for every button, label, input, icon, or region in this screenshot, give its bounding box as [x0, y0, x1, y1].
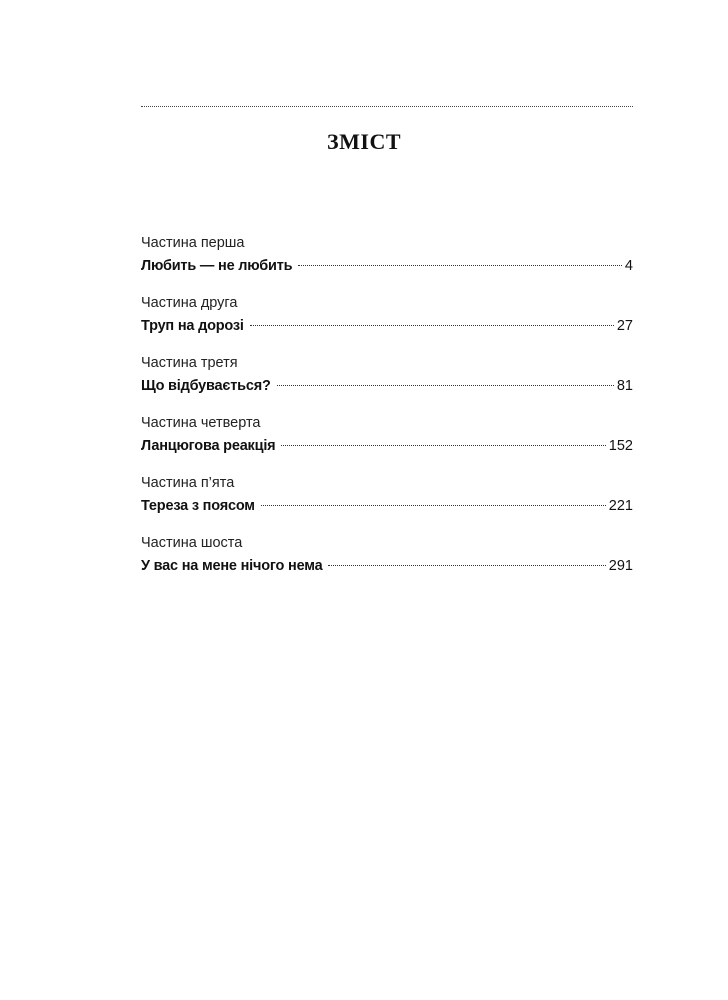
toc-part-label: Частина четверта: [141, 415, 261, 431]
toc-dot-leader: [298, 265, 622, 266]
toc-chapter-title: Труп на дорозі: [141, 318, 244, 334]
table-of-contents: [141, 234, 633, 594]
toc-chapter-title: Тереза з поясом: [141, 498, 255, 514]
page-title: ЗМІСТ: [327, 129, 401, 154]
toc-entry: [141, 414, 633, 474]
toc-entry: [141, 294, 633, 354]
toc-page-number: 4: [624, 258, 633, 274]
toc-part-label: Частина шоста: [141, 535, 243, 551]
toc-dot-leader: [250, 325, 614, 326]
toc-chapter-title: Любить — не любить: [141, 258, 293, 274]
toc-chapter-title: Ланцюгова реакція: [141, 438, 276, 454]
toc-entry: [141, 534, 633, 594]
toc-entry: [141, 354, 633, 414]
toc-title-row: [141, 496, 633, 516]
toc-entry: [141, 234, 633, 294]
toc-page-number: 27: [616, 318, 633, 334]
toc-title-row: [141, 556, 633, 576]
toc-title-row: [141, 436, 633, 456]
toc-dot-leader: [281, 445, 605, 446]
toc-title-row: [141, 256, 633, 276]
toc-page-number: 81: [616, 378, 633, 394]
toc-title-row: [141, 376, 633, 396]
toc-dot-leader: [261, 505, 606, 506]
top-dotted-rule: [141, 106, 633, 107]
toc-page-number: 291: [608, 558, 633, 574]
toc-part-label: Частина перша: [141, 235, 245, 251]
toc-dot-leader: [328, 565, 605, 566]
toc-dot-leader: [277, 385, 614, 386]
toc-page-number: 152: [608, 438, 633, 454]
toc-entry: [141, 474, 633, 534]
toc-title-row: [141, 316, 633, 336]
toc-part-label: Частина третя: [141, 355, 238, 371]
toc-chapter-title: Що відбувається?: [141, 378, 271, 394]
toc-part-label: Частина п’ята: [141, 475, 235, 491]
toc-page-number: 221: [608, 498, 633, 514]
toc-chapter-title: У вас на мене нічого нема: [141, 558, 323, 574]
toc-part-label: Частина друга: [141, 295, 238, 311]
